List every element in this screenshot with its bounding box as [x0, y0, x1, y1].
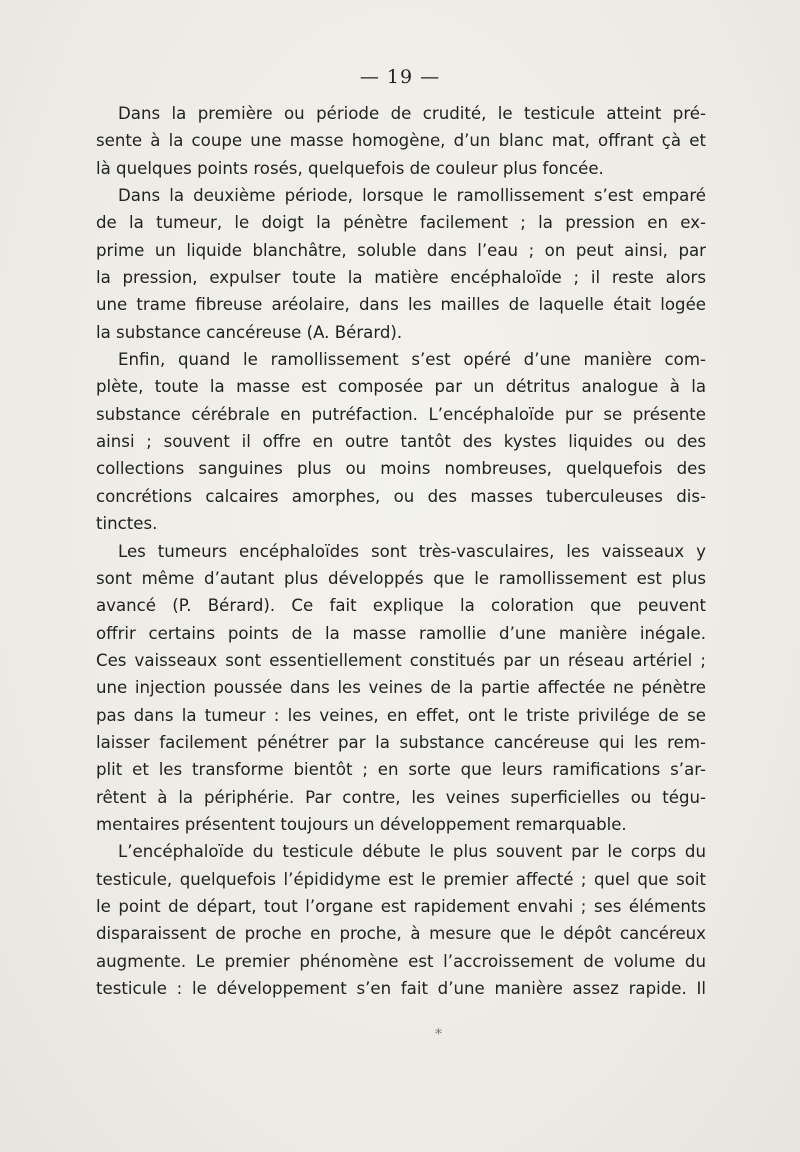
text-line: une injection poussée dans les veines de la partie affectée ne pénètre	[96, 678, 706, 698]
text-line: testicule, quelquefois l’épididyme est le premier affecté ; quel que soit	[96, 869, 706, 889]
text-line: la substance cancéreuse (A. Bérard).	[96, 322, 403, 342]
paragraph-5	[96, 838, 706, 1002]
text-line: Dans la deuxième période, lorsque le ramollissement s’est emparé	[118, 186, 706, 206]
text-line: augmente. Le premier phénomène est l’accroissement de volume du	[96, 951, 706, 971]
text-line: sont même d’autant plus développés que le ramollissement est plus	[96, 568, 706, 588]
text-line: prime un liquide blanchâtre, soluble dans l’eau ; on peut ainsi, par	[96, 240, 706, 260]
text-line: L’encéphaloïde du testicule débute le plus souvent par le corps du	[118, 842, 706, 862]
text-line: Dans la première ou période de crudité, le testicule atteint pré-	[118, 104, 706, 123]
text-line: Ces vaisseaux sont essentiellement constitués par un réseau artériel ;	[96, 650, 706, 670]
paragraph-2	[96, 182, 706, 346]
paragraph-1	[96, 100, 706, 182]
text-line: collections sanguines plus ou moins nombreuses, quelquefois des	[96, 459, 706, 479]
text-line: pas dans la tumeur : les veines, en effet, ont le triste privilége de se	[96, 705, 706, 725]
text-line: tinctes.	[96, 514, 158, 534]
text-line: rêtent à la périphérie. Par contre, les veines superficielles ou tégu-	[96, 787, 706, 807]
text-line: plit et les transforme bientôt ; en sorte que leurs ramifications s’ar-	[96, 760, 706, 780]
text-line: la pression, expulser toute la matière encéphaloïde ; il reste alors	[96, 268, 706, 288]
text-line: laisser facilement pénétrer par la substance cancéreuse qui les rem-	[96, 732, 706, 752]
text-line: ainsi ; souvent il offre en outre tantôt des kystes liquides ou des	[96, 432, 706, 452]
text-line: là quelques points rosés, quelquefois de couleur plus foncée.	[96, 158, 604, 178]
text-line: Enfin, quand le ramollissement s’est opéré d’une manière com-	[118, 350, 706, 370]
paragraph-3	[96, 346, 706, 537]
text-line: concrétions calcaires amorphes, ou des masses tuberculeuses dis-	[96, 486, 706, 506]
text-line: sente à la coupe une masse homogène, d’un blanc mat, offrant çà et	[96, 131, 706, 151]
text-line: plète, toute la masse est composée par un détritus analogue à la	[96, 377, 706, 397]
text-line: le point de départ, tout l’organe est rapidement envahi ; ses éléments	[96, 896, 706, 916]
text-line: disparaissent de proche en proche, à mesure que le dépôt cancéreux	[96, 924, 706, 944]
stray-ink-mark: ⁎	[435, 1022, 442, 1038]
text-line: Les tumeurs encéphaloïdes sont très-vasculaires, les vaisseaux y	[118, 541, 706, 561]
page-number: — 19 —	[359, 66, 441, 88]
text-line: une trame fibreuse aréolaire, dans les mailles de laquelle était logée	[96, 295, 706, 315]
paragraph-4	[96, 538, 706, 839]
body-text	[96, 100, 706, 1002]
text-line: testicule : le développement s’en fait d’une manière assez rapide. Il	[96, 979, 706, 998]
text-line: avancé (P. Bérard). Ce fait explique la coloration que peuvent	[96, 596, 706, 616]
text-line: substance cérébrale en putréfaction. L’encéphaloïde pur se présente	[96, 404, 706, 424]
text-line: offrir certains points de la masse ramollie d’une manière inégale.	[96, 623, 706, 643]
text-line: mentaires présentent toujours un développement remarquable.	[96, 814, 627, 834]
text-line: de la tumeur, le doigt la pénètre facilement ; la pression en ex-	[96, 213, 706, 233]
